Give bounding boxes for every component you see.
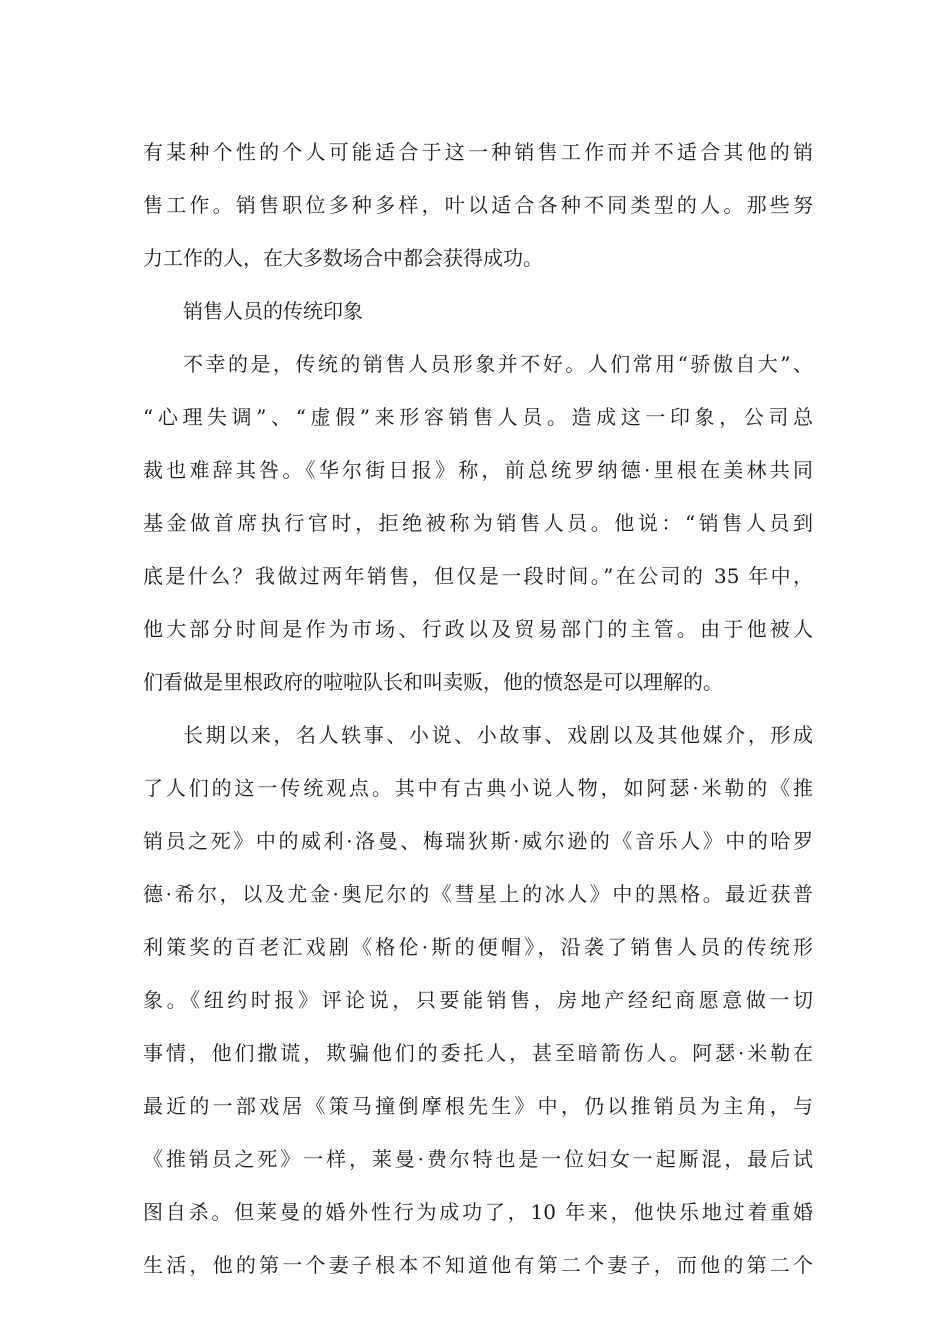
- text-line: 裁也难辞其咎。《华尔街日报》称，前总统罗纳德·里根在美林共同: [143, 458, 813, 482]
- text-line: 德·希尔，以及尤金·奥尼尔的《彗星上的冰人》中的黑格。最近获普: [143, 882, 813, 906]
- text-line: 《推销员之死》一样，莱曼·费尔特也是一位妇女一起厮混，最后试: [143, 1147, 813, 1171]
- text-line: 们看做是里根政府的啦啦队长和叫卖贩，他的愤怒是可以理解的。: [143, 670, 723, 694]
- text-line: 事情，他们撒谎，欺骗他们的委托人，甚至暗箭伤人。阿瑟·米勒在: [143, 1041, 813, 1065]
- text-line: 他大部分时间是作为市场、行政以及贸易部门的主管。由于他被人: [143, 617, 813, 641]
- text-line: 销员之死》中的威利·洛曼、梅瑞狄斯·威尔逊的《音乐人》中的哈罗: [143, 829, 813, 853]
- text-line: 了人们的这一传统观点。其中有古典小说人物，如阿瑟·米勒的《推: [143, 776, 813, 800]
- text-line: 图自杀。但莱曼的婚外性行为成功了，10 年来，他快乐地过着重婚: [143, 1200, 813, 1224]
- text-line: 象。《纽约时报》评论说，只要能销售，房地产经纪商愿意做一切: [143, 988, 813, 1012]
- text-line: 生活，他的第一个妻子根本不知道他有第二个妻子，而他的第二个: [143, 1253, 813, 1277]
- text-line: 售工作。销售职位多种多样，叶以适合各种不同类型的人。那些努: [143, 193, 813, 217]
- text-line: 有某种个性的个人可能适合于这一种销售工作而并不适合其他的销: [143, 140, 813, 164]
- text-line: 利策奖的百老汇戏剧《格伦·斯的便帽》，沿袭了销售人员的传统形: [143, 935, 813, 959]
- text-line: “心理失调”、“虚假”来形容销售人员。造成这一印象，公司总: [143, 405, 813, 429]
- document-body: [143, 126, 813, 1292]
- text-line: 底是什么？我做过两年销售，但仅是一段时间。”在公司的 35 年中，: [143, 564, 813, 588]
- text-line: 长期以来，名人轶事、小说、小故事、戏剧以及其他媒介，形成: [183, 723, 813, 747]
- text-line: 基金做首席执行官时，拒绝被称为销售人员。他说：“销售人员到: [143, 511, 813, 535]
- section-heading: 销售人员的传统印象: [183, 299, 363, 323]
- text-line: 最近的一部戏居《策马撞倒摩根先生》中，仍以推销员为主角，与: [143, 1094, 813, 1118]
- text-line: 力工作的人，在大多数场合中都会获得成功。: [143, 246, 543, 270]
- text-line: 不幸的是，传统的销售人员形象并不好。人们常用“骄傲自大”、: [183, 352, 813, 376]
